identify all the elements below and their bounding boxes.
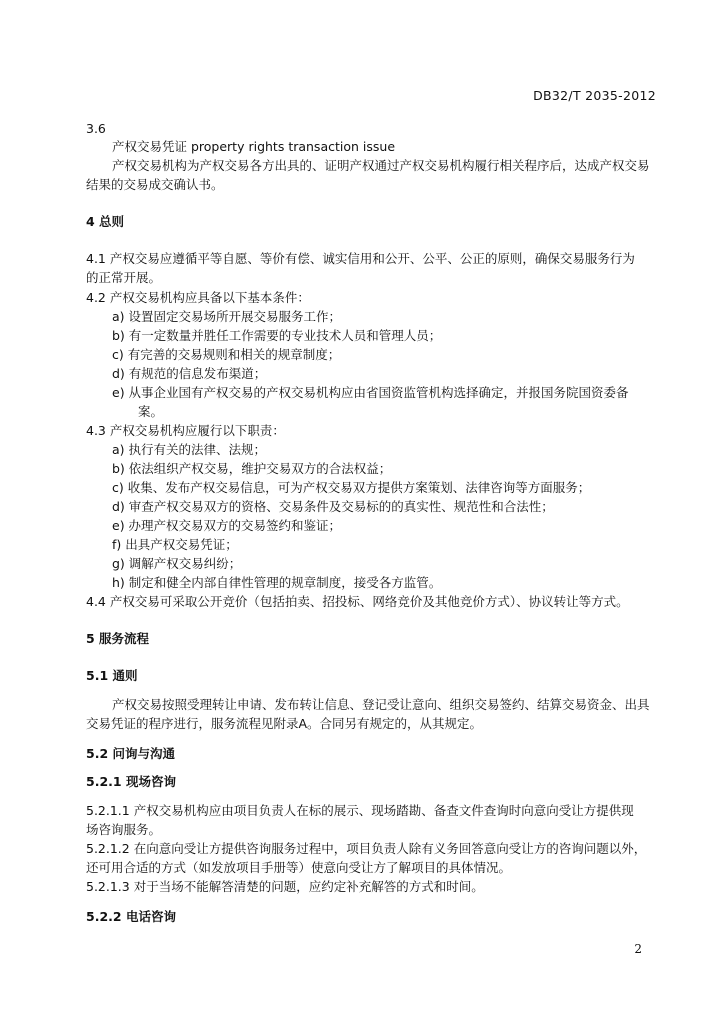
list-item: a) 设置固定交易场所开展交易服务工作； (112, 309, 342, 324)
list-item: c) 有完善的交易规则和相关的规章制度； (112, 347, 341, 362)
clause-5-2-1-title: 5.2.1 现场咨询 (86, 774, 176, 789)
term-title: 产权交易凭证 property rights transaction issue (112, 139, 396, 154)
clause-4-1-line2: 的正常开展。 (86, 270, 162, 285)
list-item: g) 调解产权交易纠纷； (112, 556, 242, 571)
list-item: e) 从事企业国有产权交易的产权交易机构应由省国资监管机构选择确定，并报国务院国资委备 (112, 385, 629, 400)
list-item: b) 有一定数量并胜任工作需要的专业技术人员和管理人员； (112, 328, 442, 343)
clause-4-3: 4.3 产权交易机构应履行以下职责： (86, 423, 285, 438)
list-item: h) 制定和健全内部自律性管理的规章制度，接受各方监管。 (112, 575, 442, 590)
clause-number-3-6: 3.6 (86, 121, 106, 136)
clause-4-2: 4.2 产权交易机构应具备以下基本条件： (86, 290, 310, 305)
list-item: d) 审查产权交易双方的资格、交易条件及交易标的的真实性、规范性和合法性； (112, 499, 554, 514)
clause-5-2-1-2-line2: 还可用合适的方式（如发放项目手册等）使意向受让方了解项目的具体情况。 (86, 860, 512, 875)
clause-5-1-title: 5.1 通则 (86, 668, 138, 683)
clause-5-2-2-title: 5.2.2 电话咨询 (86, 909, 176, 924)
list-item: d) 有规范的信息发布渠道； (112, 366, 267, 381)
clause-4-4: 4.4 产权交易可采取公开竞价（包括拍卖、招投标、网络竞价及其他竞价方式）、协议转让等方式。 (86, 594, 629, 609)
list-item: f) 出具产权交易凭证； (112, 537, 238, 552)
list-item: a) 执行有关的法律、法规； (112, 442, 267, 457)
clause-5-1-line2: 交易凭证的程序进行，服务流程见附录A。合同另有规定的，从其规定。 (86, 716, 483, 731)
term-definition-line1: 产权交易机构为产权交易各方出具的、证明产权通过产权交易机构履行相关程序后，达成产权交易 (112, 158, 650, 173)
list-item: b) 依法组织产权交易，维护交易双方的合法权益； (112, 461, 392, 476)
clause-5-2-1-3: 5.2.1.3 对于当场不能解答清楚的问题，应约定补充解答的方式和时间。 (86, 879, 484, 894)
clause-4-1-line1: 4.1 产权交易应遵循平等自愿、等价有偿、诚实信用和公开、公平、公正的原则，确保交易服务行为 (86, 251, 635, 266)
list-item: c) 收集、发布产权交易信息，可为产权交易双方提供方案策划、法律咨询等方面服务； (112, 480, 591, 495)
section-4-title: 4 总则 (86, 214, 125, 229)
standard-code: DB32/T 2035-2012 (533, 88, 656, 103)
section-5-title: 5 服务流程 (86, 631, 150, 646)
list-item: e) 办理产权交易双方的交易签约和鉴证； (112, 518, 342, 533)
clause-5-2-1-2-line1: 5.2.1.2 在向意向受让方提供咨询服务过程中，项目负责人除有义务回答意向受让方的咨询问题以外， (86, 841, 647, 856)
term-definition-line2: 结果的交易成交确认书。 (86, 177, 224, 192)
clause-5-2-1-1-line2: 场咨询服务。 (86, 822, 162, 837)
page-number: 2 (634, 942, 642, 956)
list-item-continuation: 案。 (138, 404, 164, 419)
clause-5-1-line1: 产权交易按照受理转让申请、发布转让信息、登记受让意向、组织交易签约、结算交易资金、出具 (112, 697, 650, 712)
clause-5-2-1-1-line1: 5.2.1.1 产权交易机构应由项目负责人在标的展示、现场踏勘、备查文件查询时向意向受让方提供现 (86, 803, 634, 818)
clause-5-2-title: 5.2 问询与沟通 (86, 746, 175, 761)
